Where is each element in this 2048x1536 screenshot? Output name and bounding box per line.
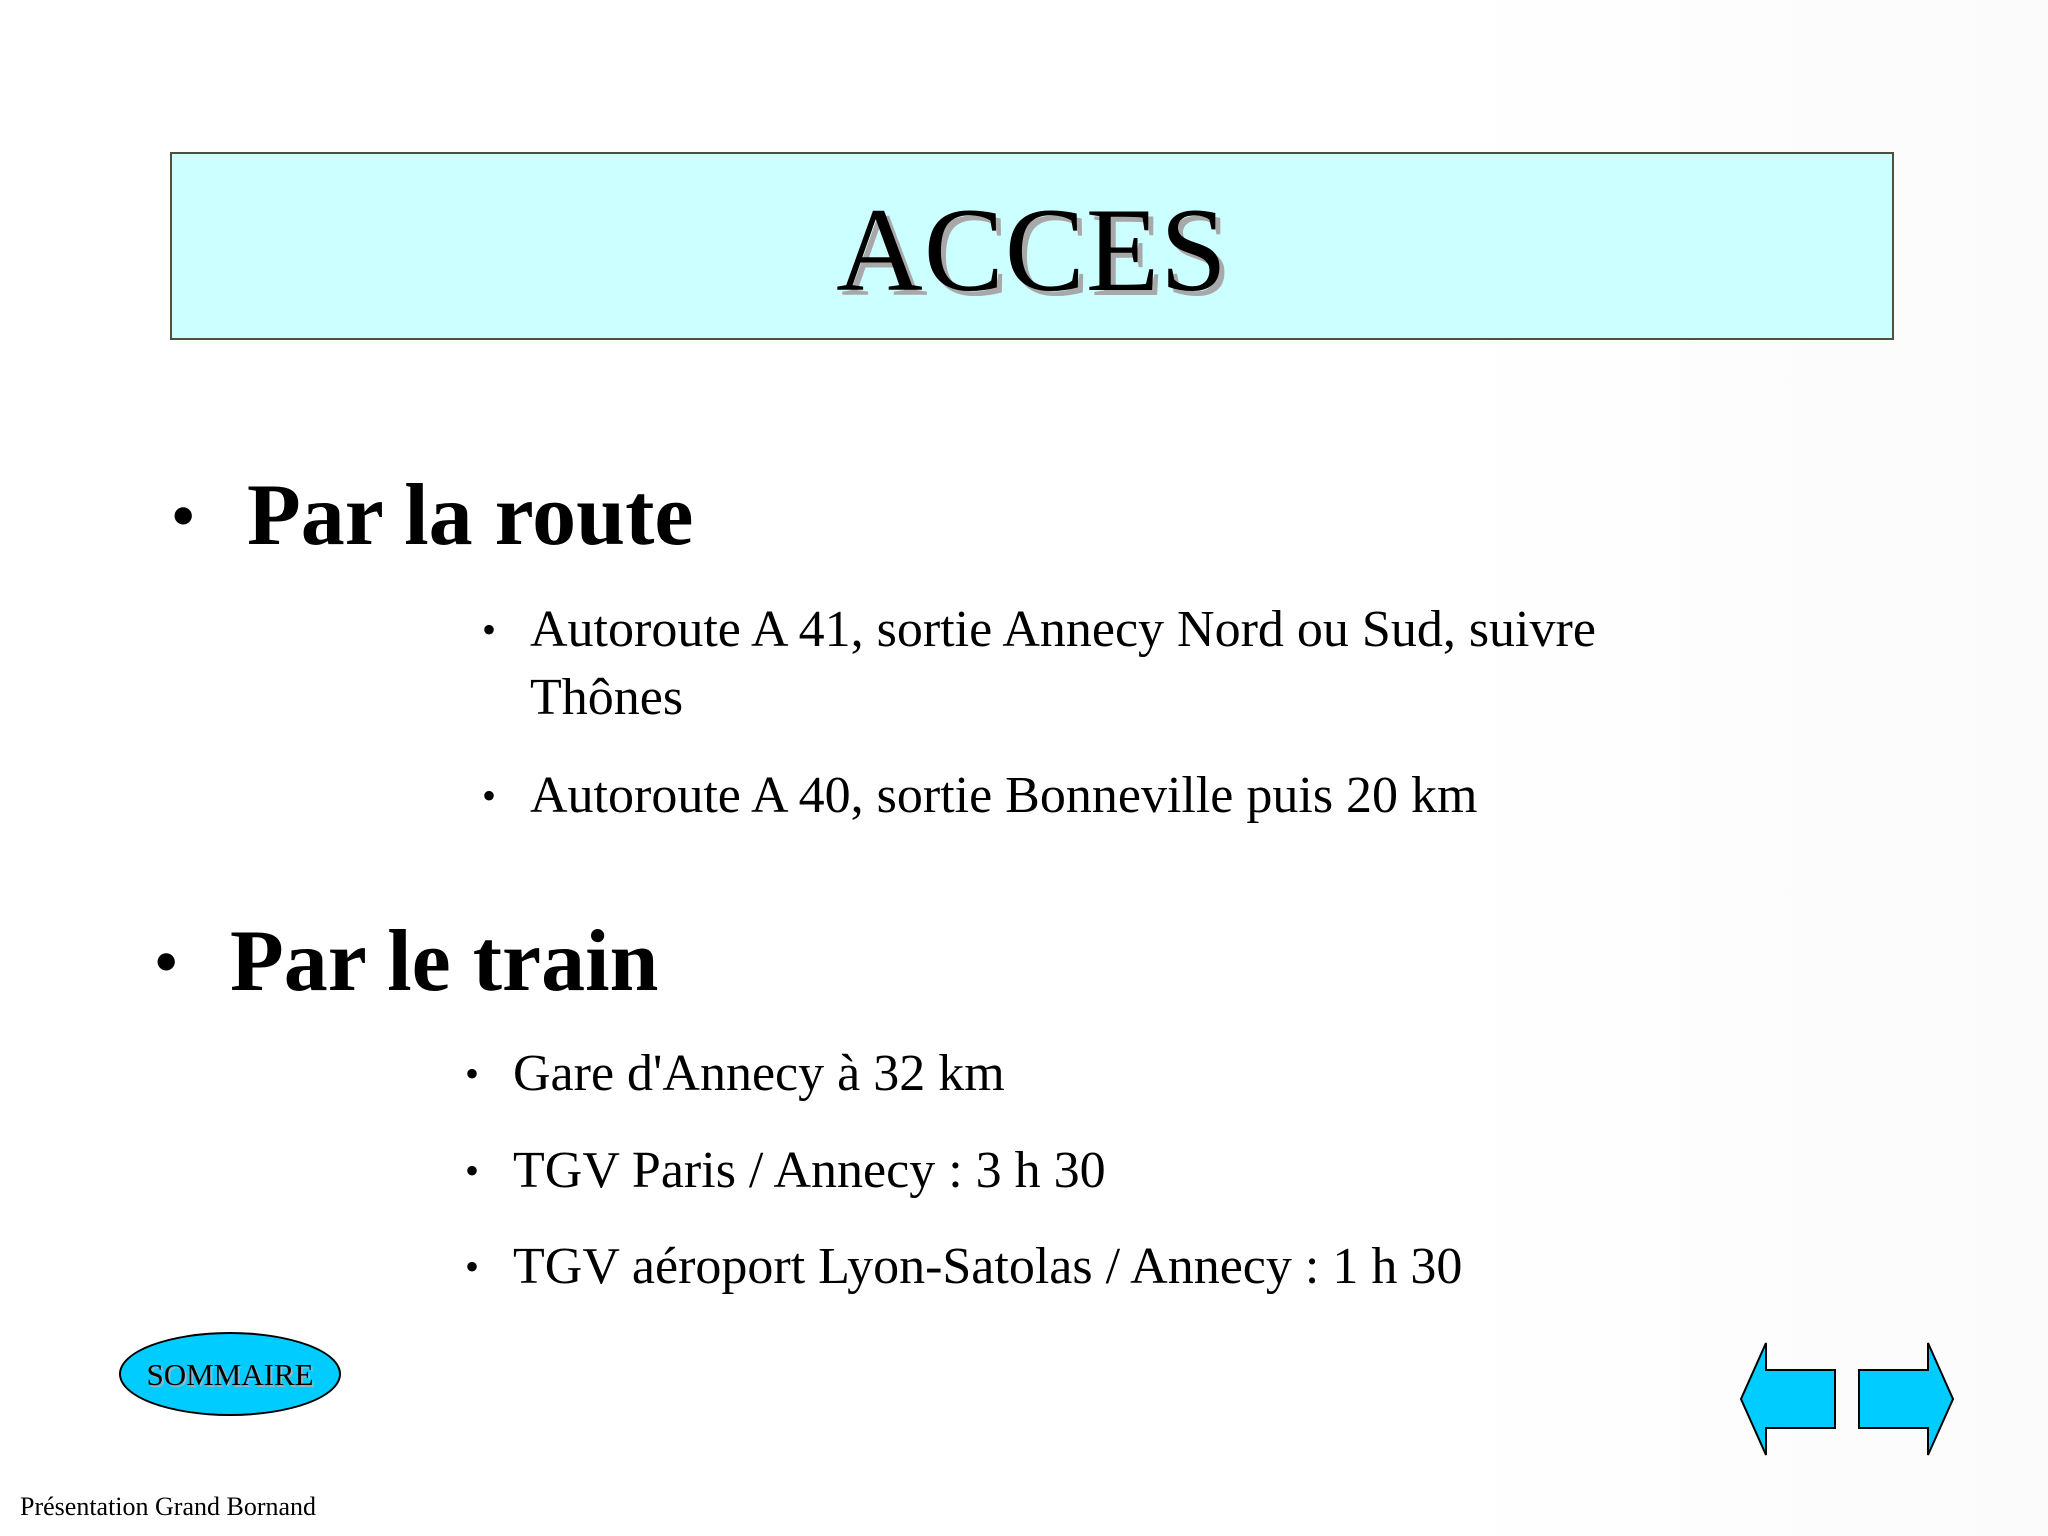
section-heading-road: Par la route xyxy=(247,467,694,564)
item-text xyxy=(513,1137,1106,1205)
section-train xyxy=(155,913,659,1010)
list-item xyxy=(482,596,1596,732)
item-text xyxy=(530,596,1596,732)
list-item xyxy=(465,1040,1005,1108)
left-arrow-shape xyxy=(1741,1343,1835,1455)
item-bullet: • xyxy=(482,773,497,818)
item-line: Gare d'Annecy à 32 km xyxy=(513,1045,1005,1102)
item-line: TGV Paris / Annecy : 3 h 30 xyxy=(513,1142,1106,1199)
item-text xyxy=(513,1040,1005,1108)
item-line: Autoroute A 40, sortie Bonneville puis 20 km xyxy=(530,767,1478,824)
item-text xyxy=(513,1233,1462,1301)
page-title: ACCES xyxy=(836,183,1228,316)
sommaire-label: SOMMAIRE xyxy=(146,1356,314,1392)
item-bullet: • xyxy=(482,607,497,652)
section-heading-train: Par le train xyxy=(230,913,659,1010)
footer-text: Présentation Grand Bornand xyxy=(20,1492,317,1521)
list-item xyxy=(482,762,1478,830)
item-bullet: • xyxy=(465,1148,480,1193)
item-line: Thônes xyxy=(530,669,684,726)
item-bullet: • xyxy=(465,1244,480,1289)
section-road xyxy=(172,467,694,564)
right-arrow-icon[interactable] xyxy=(1858,1342,1954,1456)
right-arrow-shape xyxy=(1859,1343,1953,1455)
title-banner xyxy=(170,152,1894,340)
item-line: TGV aéroport Lyon-Satolas / Annecy : 1 h 30 xyxy=(513,1238,1463,1295)
item-line: Autoroute A 41, sortie Annecy Nord ou Sud, suivre xyxy=(530,601,1596,658)
left-arrow-icon[interactable] xyxy=(1740,1342,1836,1456)
section-bullet: • xyxy=(172,480,195,551)
list-item xyxy=(465,1233,1462,1301)
item-text xyxy=(530,762,1478,830)
sommaire-button[interactable] xyxy=(119,1332,341,1416)
section-bullet: • xyxy=(155,926,178,997)
list-item xyxy=(465,1137,1106,1205)
item-bullet: • xyxy=(465,1051,480,1096)
